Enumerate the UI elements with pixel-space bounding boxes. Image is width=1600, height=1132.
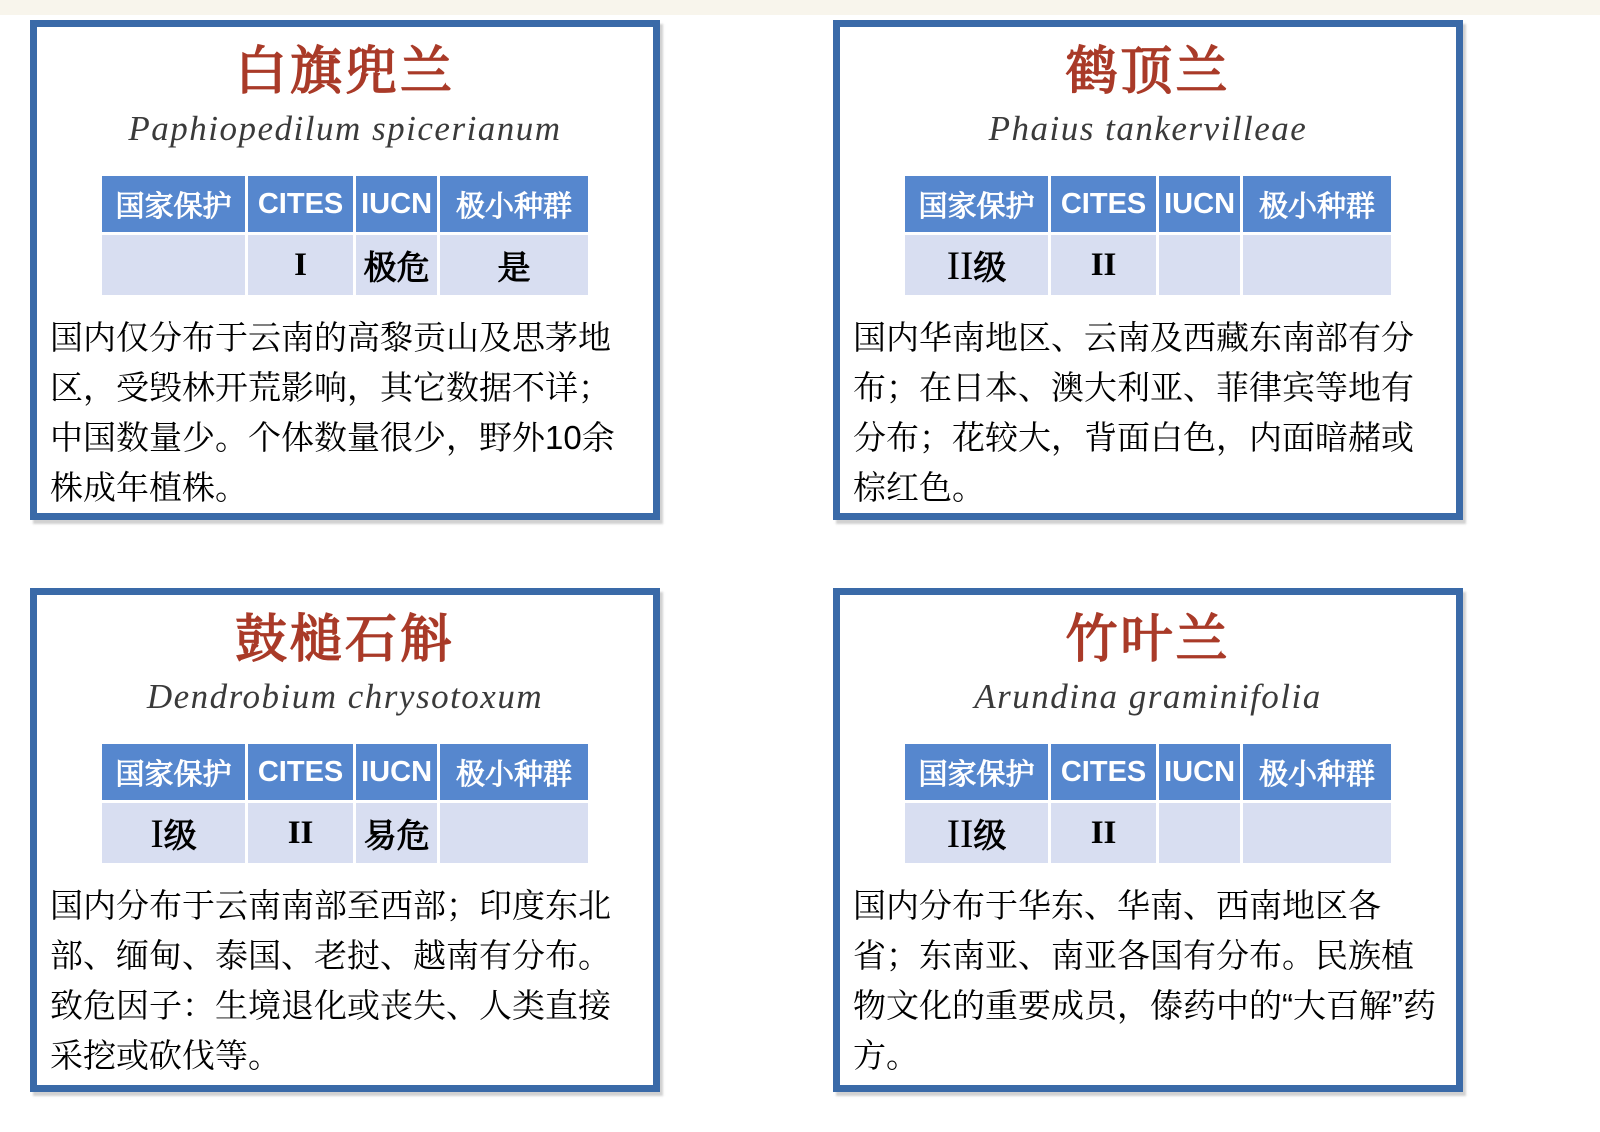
header-iucn: IUCN	[1159, 744, 1240, 800]
species-description: 国内分布于华东、华南、西南地区各省；东南亚、南亚各国有分布。民族植物文化的重要成员，傣药中的“大百解”药方。	[853, 887, 1436, 1074]
protection-status-table	[99, 741, 591, 866]
species-name-latin: Arundina graminifolia	[974, 677, 1322, 716]
header-national-protection: 国家保护	[102, 744, 245, 800]
slide-top-edge	[0, 0, 1600, 15]
cell-psesp	[1243, 235, 1391, 295]
cell-cites: I	[248, 235, 353, 295]
header-national-protection: 国家保护	[905, 176, 1048, 232]
table-header-row	[102, 744, 588, 800]
header-cites: CITES	[1051, 176, 1156, 232]
cell-iucn: 易危	[356, 803, 437, 863]
table-value-row	[102, 235, 588, 295]
protection-status-table	[99, 173, 591, 298]
species-name-latin: Dendrobium chrysotoxum	[146, 677, 544, 716]
species-description: 国内仅分布于云南的高黎贡山及思茅地区，受毁林开荒影响，其它数据不详；中国数量少。个体数量很少，野外10余株成年植株。	[50, 319, 615, 506]
cell-national-protection	[905, 235, 1048, 295]
table-value-row	[102, 803, 588, 863]
header-psesp: 极小种群	[440, 176, 588, 232]
species-card	[30, 588, 660, 1092]
protection-status-table	[902, 173, 1394, 298]
species-name-cn: 竹叶兰	[1065, 611, 1231, 669]
cell-national-protection	[102, 803, 245, 863]
cell-cites: II	[248, 803, 353, 863]
species-name-cn: 鼓槌石斛	[234, 611, 455, 669]
species-name-cn: 白旗兜兰	[234, 43, 455, 101]
species-card	[833, 20, 1463, 520]
national-level-suffix: 级	[973, 816, 1007, 854]
header-cites: CITES	[1051, 744, 1156, 800]
header-iucn: IUCN	[356, 176, 437, 232]
cell-cites: II	[1051, 803, 1156, 863]
national-level-numeral: I	[150, 810, 164, 856]
table-value-row	[905, 803, 1391, 863]
national-level-suffix: 级	[163, 816, 197, 854]
species-card	[833, 588, 1463, 1092]
header-psesp: 极小种群	[1243, 176, 1391, 232]
cell-cites: II	[1051, 235, 1156, 295]
cell-psesp	[1243, 803, 1391, 863]
header-national-protection: 国家保护	[102, 176, 245, 232]
table-value-row	[905, 235, 1391, 295]
cell-national-protection	[905, 803, 1048, 863]
cell-iucn: 极危	[356, 235, 437, 295]
header-iucn: IUCN	[1159, 176, 1240, 232]
species-name-latin: Paphiopedilum spicerianum	[128, 109, 562, 148]
header-national-protection: 国家保护	[905, 744, 1048, 800]
header-cites: CITES	[248, 744, 353, 800]
header-iucn: IUCN	[356, 744, 437, 800]
national-level-suffix: 级	[973, 248, 1007, 286]
cell-iucn	[1159, 803, 1240, 863]
table-header-row	[102, 176, 588, 232]
species-description: 国内分布于云南南部至西部；印度东北部、缅甸、泰国、老挝、越南有分布。致危因子：生境退化或丧失、人类直接采挖或砍伐等。	[50, 887, 611, 1074]
cell-psesp	[440, 803, 588, 863]
protection-status-table	[902, 741, 1394, 866]
cell-iucn	[1159, 235, 1240, 295]
species-description: 国内华南地区、云南及西藏东南部有分布；在日本、澳大利亚、菲律宾等地有分布；花较大，背面白色，内面暗赭或棕红色。	[853, 319, 1414, 506]
header-cites: CITES	[248, 176, 353, 232]
header-psesp: 极小种群	[1243, 744, 1391, 800]
national-level-numeral: II	[946, 242, 974, 288]
table-header-row	[905, 744, 1391, 800]
header-psesp: 极小种群	[440, 744, 588, 800]
cell-national-protection	[102, 235, 245, 295]
table-header-row	[905, 176, 1391, 232]
species-name-latin: Phaius tankervilleae	[988, 109, 1308, 148]
cell-psesp: 是	[440, 235, 588, 295]
species-name-cn: 鹤顶兰	[1065, 43, 1231, 101]
species-card	[30, 20, 660, 520]
national-level-numeral: II	[946, 810, 974, 856]
